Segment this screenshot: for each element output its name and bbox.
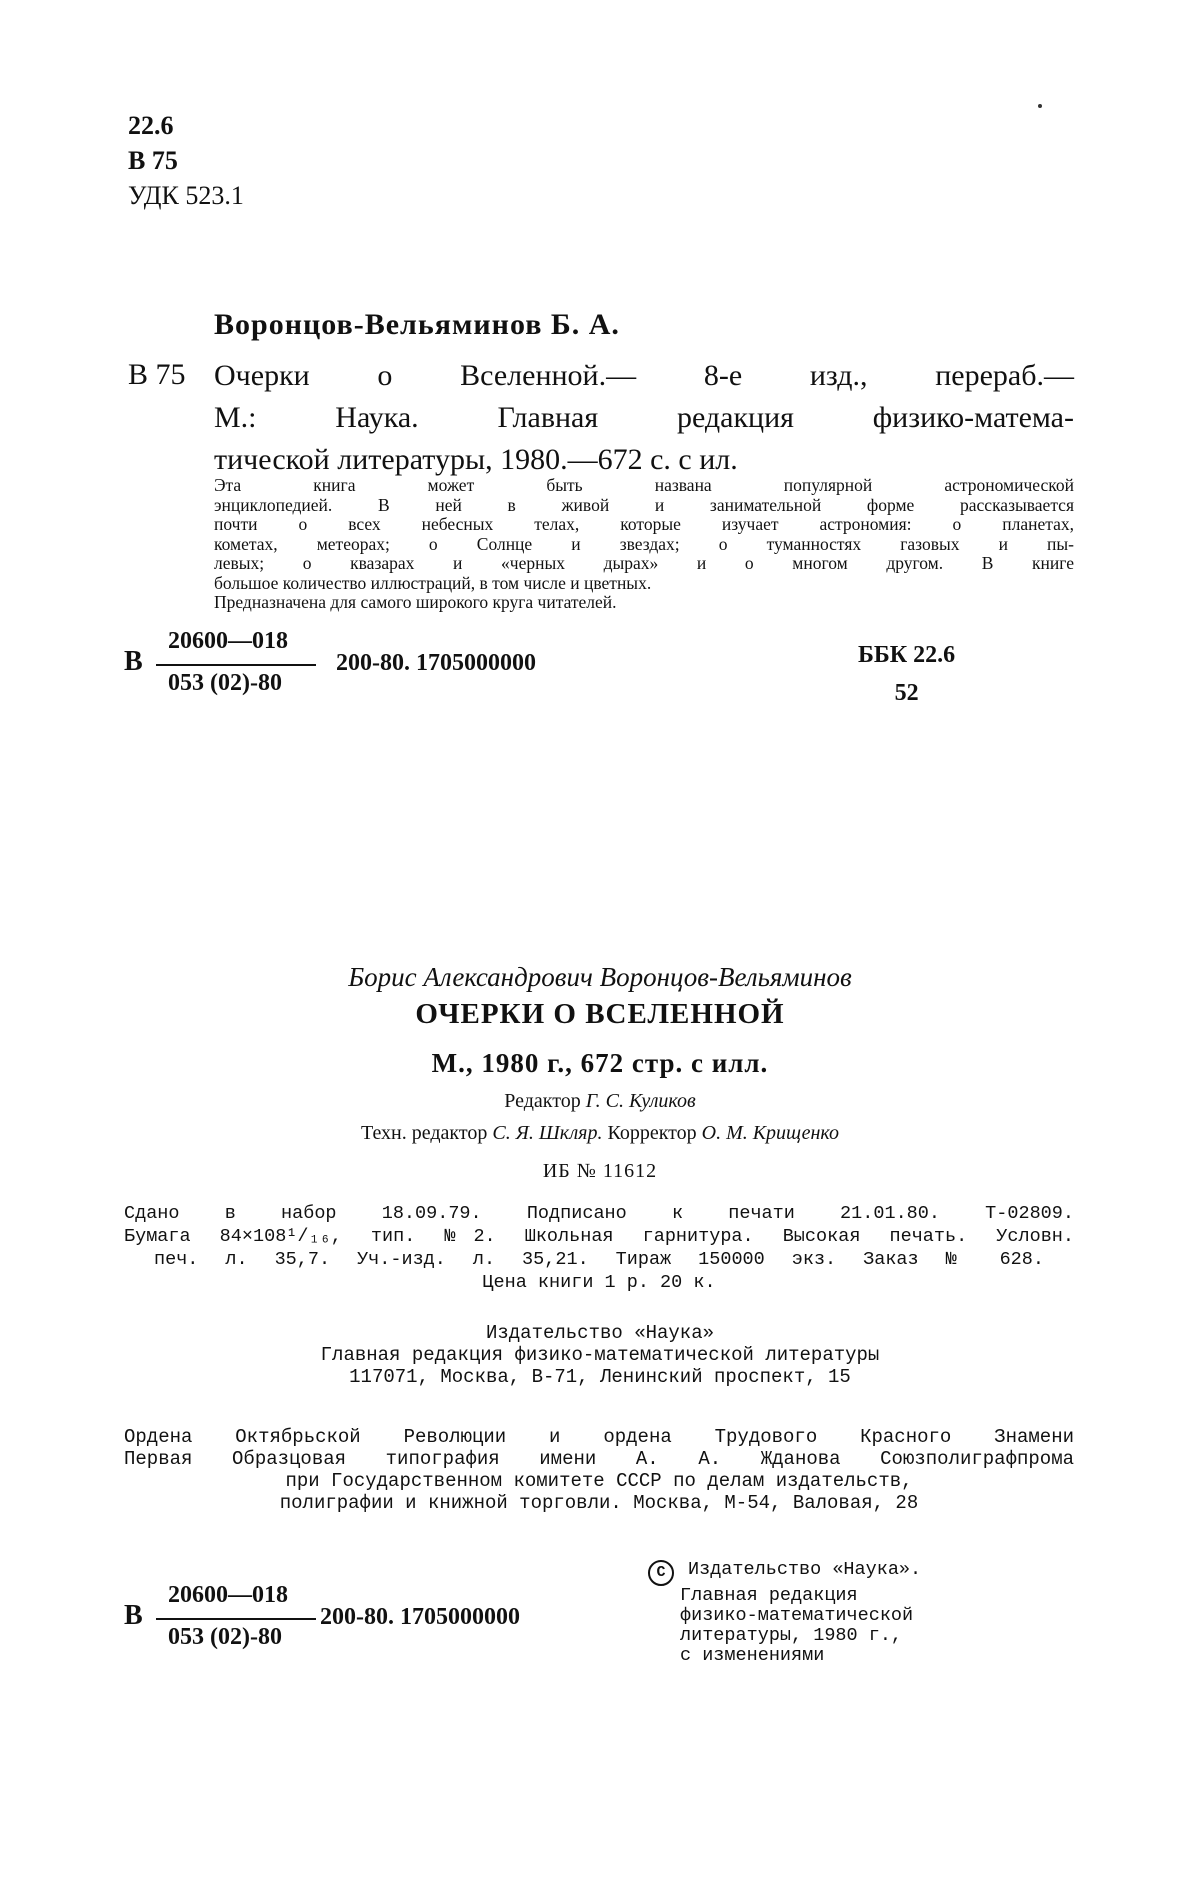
corrector-label: Корректор [602,1122,702,1144]
publisher-line: 117071, Москва, В-71, Ленинский проспект, 15 [349,1366,851,1388]
fraction-bar [156,664,316,666]
publisher-line: Главная редакция физико-математической литературы [320,1344,880,1366]
annotation-line: левых; о квазарах и «черных дырах» и о многом другом. В книге [214,553,1074,573]
index-denominator: 053 (02)-80 [168,670,282,696]
annotation-line: большое количество иллюстраций, в том числе и цветных. [214,572,652,593]
print-data-line: Бумага 84×108¹/₁₆, тип. №2. Школьная гарнитура. Высокая печать. Условн. [124,1226,1074,1247]
printer-line: при Государственном комитете СССР по делам издательств, [285,1470,913,1492]
copyright-line: литературы, 1980 г., [680,1625,903,1646]
copyright-block [648,1560,921,1666]
copyright-line: с изменениями [680,1645,825,1666]
colophon-author: Борис Александрович Воронцов-Вельяминов [348,962,852,992]
index-rest: 200-80. 1705000000 [320,1604,520,1630]
catalog-author: Воронцов-Вельяминов Б. А. [214,308,620,341]
annotation-line: энциклопедией. В ней в живой и занимательной форме рассказывается [214,494,1074,515]
publisher-line: Издательство «Наука» [485,1322,715,1344]
tech-editor-label: Техн. редактор [360,1122,493,1144]
copyright-line: Главная редакция [680,1585,858,1606]
bbk-block [858,636,955,712]
annotation-line: Предназначена для самого широкого круга читателей. [214,592,617,612]
printer-block [124,1426,1074,1514]
catalog-line: тической литературы, 1980.—672 с. с ил. [214,443,738,476]
annotation-line: Эта книга может быть названа популярной астрономической [214,475,1074,495]
editor-name: Г. С. Куликов [585,1090,696,1112]
catalog-line: М.: Наука. Главная редакция физико-матема- [214,401,1074,434]
ib-number: ИБ № 11612 [542,1160,658,1182]
publisher-block [0,1322,1200,1388]
index-prefix: В [124,1600,143,1631]
catalog-mark: В 75 [128,146,178,175]
index-prefix: В [124,646,143,677]
print-data-line: Цена книги 1 р. 20 к. [482,1272,716,1293]
udc-code: УДК 523.1 [128,181,244,210]
annotation [214,476,1074,613]
editor-line [0,1090,1200,1113]
copyright-line: физико-математической [680,1605,914,1626]
corrector-name: О. М. Крищенко [701,1122,840,1144]
colophon-pub-info: М., 1980 г., 672 стр. с илл. [431,1048,769,1078]
print-data-line: Сдано в набор 18.09.79. Подписано к печати 21.01.80. Т-02809. [124,1203,1074,1224]
scan-speck [1038,104,1042,108]
index-rest: 200-80. 1705000000 [336,650,536,676]
printer-line: Первая Образцовая типография имени А. А. Жданова Союзполиграфпрома [124,1448,1074,1470]
catalog-code: В 75 [128,358,186,391]
bbk-label: ББК 22.6 [858,642,956,668]
index-fraction [124,628,724,698]
index-fraction-2 [124,1582,624,1652]
classification-codes [128,108,244,213]
editor-label: Редактор [504,1090,586,1112]
tech-editor-name: С. Я. Шкляр. [492,1122,603,1144]
catalog-line: Очерки о Вселенной.— 8-е изд., перераб.— [214,359,1074,392]
bbk-sub: 52 [894,680,919,706]
print-data [124,1202,1074,1294]
bbk-short: 22.6 [128,111,174,140]
tech-editor-line [0,1122,1200,1145]
copyright-line: Издательство «Наука». [688,1559,922,1580]
printer-line: Ордена Октябрьской Революции и ордена Трудового Красного Знамени [124,1426,1074,1448]
colophon-title: ОЧЕРКИ О ВСЕЛЕННОЙ [415,998,785,1030]
fraction-bar [156,1618,316,1620]
index-numerator: 20600—018 [168,1582,288,1608]
print-data-line: печ. л. 35,7. Уч.-изд. л. 35,21. Тираж 150000 экз. Заказ № 628. [154,1249,1044,1270]
printer-line: полиграфии и книжной торговли. Москва, М-54, Валовая, 28 [279,1492,919,1514]
catalog-description [214,355,1074,481]
annotation-line: кометах, метеорах; о Солнце и звездах; о туманностях газовых и пы- [214,533,1074,554]
index-denominator: 053 (02)-80 [168,1624,282,1650]
index-numerator: 20600—018 [168,628,288,654]
copyright-icon: C [648,1560,674,1586]
annotation-line: почти о всех небесных телах, которые изучает астрономия: о планетах, [214,514,1074,534]
